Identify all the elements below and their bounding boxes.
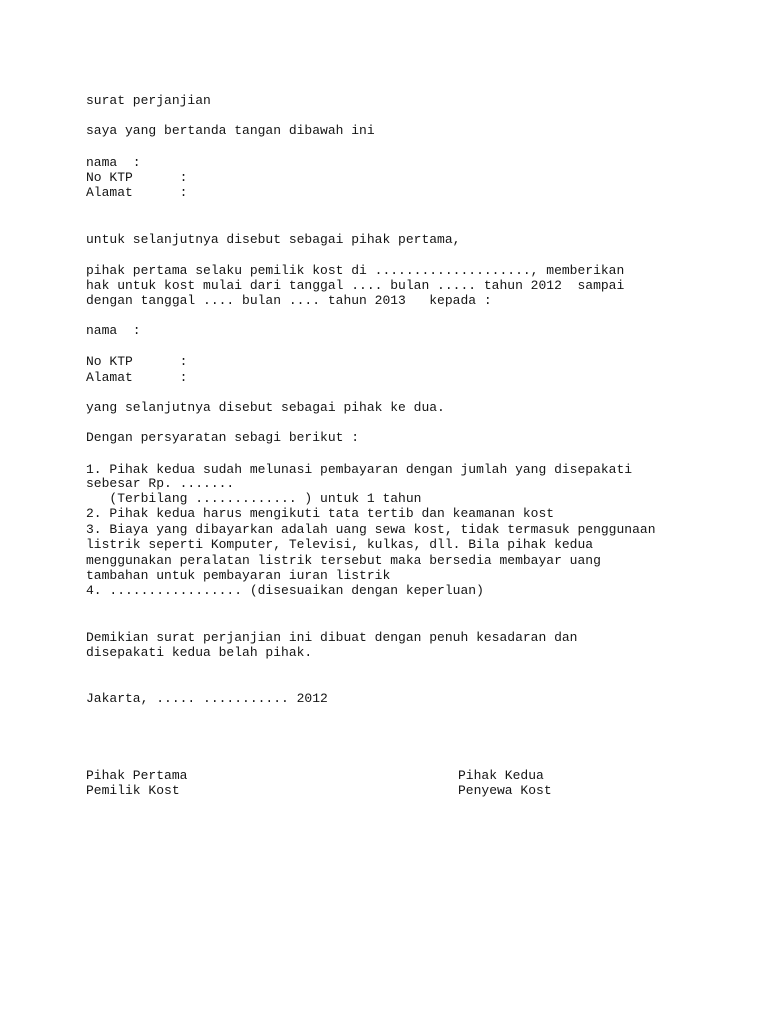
condition-line: sebesar Rp. ....... [86, 476, 235, 491]
party2-name-field: nama : [86, 323, 141, 338]
party1-address-field: Alamat : [86, 185, 188, 200]
agreement-line: dengan tanggal .... bulan .... tahun 2013 kepada : [86, 293, 492, 308]
closing-line: disepakati kedua belah pihak. [86, 645, 313, 660]
agreement-line: pihak pertama selaku pemilik kost di ...................., memberikan [86, 263, 625, 278]
party2-signature-role: Penyewa Kost [458, 783, 552, 798]
conditions-heading: Dengan persyaratan sebagi berikut : [86, 430, 360, 445]
party2-ktp-field: No KTP : [86, 354, 188, 369]
party1-name-field: nama : [86, 155, 141, 170]
agreement-line: hak untuk kost mulai dari tanggal .... bulan ..... tahun 2012 sampai [86, 278, 625, 293]
condition-line: 3. Biaya yang dibayarkan adalah uang sewa kost, tidak termasuk penggunaan [86, 522, 656, 537]
party1-designation: untuk selanjutnya disebut sebagai pihak pertama, [86, 232, 461, 247]
condition-line: (Terbilang ............. ) untuk 1 tahun [86, 491, 422, 506]
party1-ktp-field: No KTP : [86, 170, 188, 185]
intro-line: saya yang bertanda tangan dibawah ini [86, 123, 375, 138]
document-title: surat perjanjian [86, 93, 211, 108]
condition-line: menggunakan peralatan listrik tersebut maka bersedia membayar uang [86, 553, 601, 568]
party1-signature-title: Pihak Pertama [86, 768, 188, 783]
party2-address-field: Alamat : [86, 370, 188, 385]
condition-line: 2. Pihak kedua harus mengikuti tata tertib dan keamanan kost [86, 506, 555, 521]
party1-signature-role: Pemilik Kost [86, 783, 180, 798]
condition-line: 4. ................. (disesuaikan dengan keperluan) [86, 583, 484, 598]
party2-signature-title: Pihak Kedua [458, 768, 544, 783]
condition-line: 1. Pihak kedua sudah melunasi pembayaran dengan jumlah yang disepakati [86, 462, 633, 477]
closing-line: Demikian surat perjanjian ini dibuat dengan penuh kesadaran dan [86, 630, 578, 645]
party2-designation: yang selanjutnya disebut sebagai pihak ke dua. [86, 400, 445, 415]
condition-line: tambahan untuk pembayaran iuran listrik [86, 568, 391, 583]
place-date-line: Jakarta, ..... ........... 2012 [86, 691, 328, 706]
condition-line: listrik seperti Komputer, Televisi, kulkas, dll. Bila pihak kedua [86, 537, 594, 552]
